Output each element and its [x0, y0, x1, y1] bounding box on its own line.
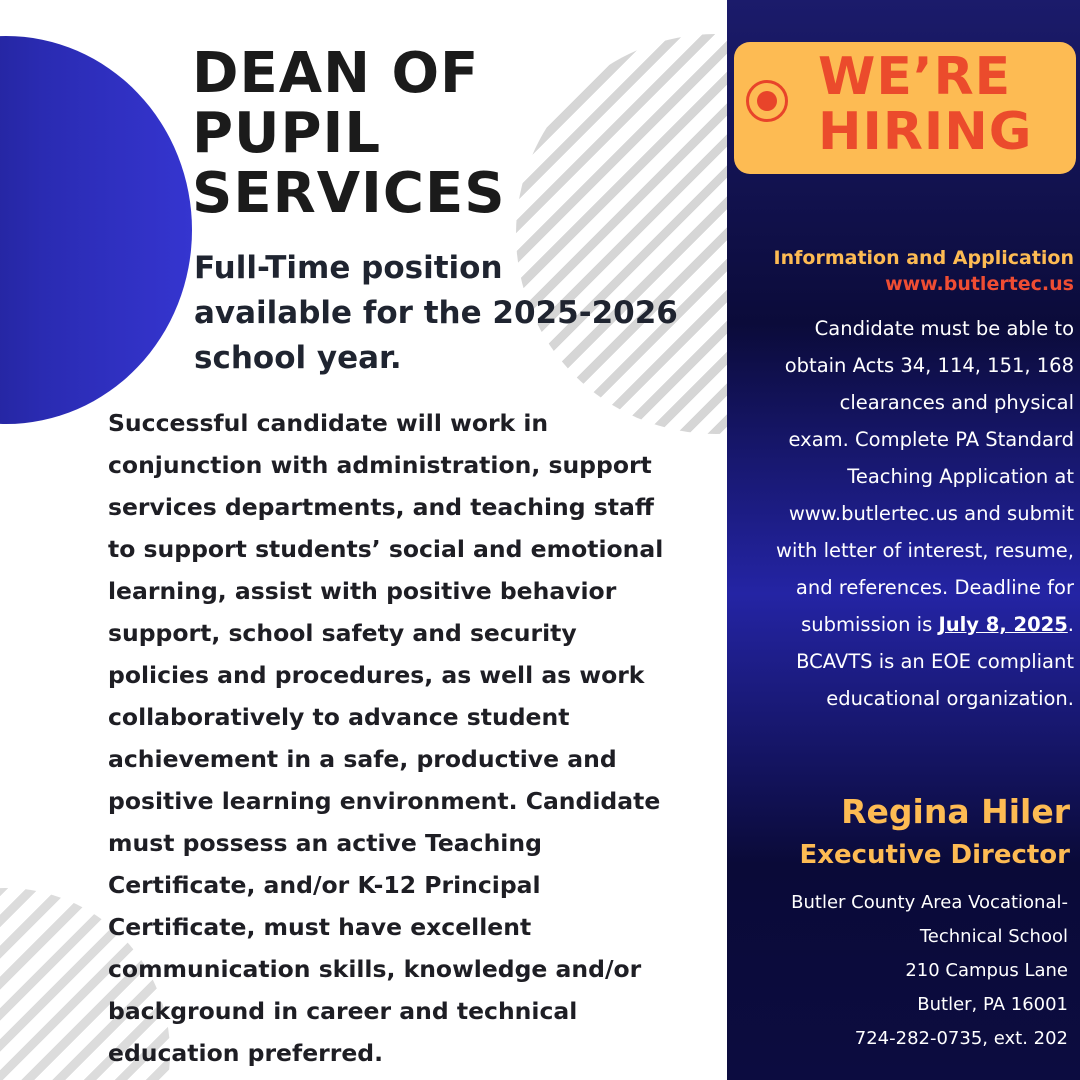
description-line: to support students’ social and emotional — [108, 535, 664, 563]
instruction-line: www.butlertec.us and submit — [788, 502, 1074, 525]
target-dot — [757, 91, 777, 111]
address-line: Butler County Area Vocational- — [791, 892, 1068, 913]
description-line: Successful candidate will work in — [108, 409, 549, 437]
job-subtitle-line: school year. — [194, 340, 402, 376]
description-line: support, school safety and security — [108, 619, 577, 647]
school-address — [738, 886, 1068, 1056]
hiring-line: WE’RE — [818, 47, 1012, 107]
address-line: 210 Campus Lane — [905, 960, 1068, 981]
hiring-line: HIRING — [818, 102, 1033, 162]
instruction-line: educational organization. — [826, 687, 1074, 710]
deadline-date: July 8, 2025 — [938, 613, 1068, 636]
job-subtitle — [194, 246, 724, 381]
description-line: policies and procedures, as well as work — [108, 661, 645, 689]
hiring-banner-text — [818, 47, 1033, 162]
description-line: communication skills, knowledge and/or — [108, 955, 642, 983]
deadline-suffix: . — [1067, 613, 1074, 636]
instruction-line: exam. Complete PA Standard — [788, 428, 1074, 451]
job-title-line: PUPIL — [192, 101, 382, 166]
director-title: Executive Director — [799, 840, 1070, 870]
instruction-line: and references. Deadline for — [795, 576, 1074, 599]
job-description — [108, 402, 723, 1074]
instruction-line: obtain Acts 34, 114, 151, 168 — [784, 354, 1074, 377]
blue-circle-decoration — [0, 36, 192, 424]
description-line: achievement in a safe, productive and — [108, 745, 617, 773]
target-icon — [746, 80, 788, 122]
job-title — [192, 41, 712, 226]
job-title-line: SERVICES — [192, 161, 506, 226]
director-name: Regina Hiler — [841, 792, 1070, 831]
instruction-line: clearances and physical — [839, 391, 1074, 414]
instruction-line: with letter of interest, resume, — [776, 539, 1074, 562]
description-line: Certificate, and/or K-12 Principal — [108, 871, 541, 899]
description-line: background in career and technical — [108, 997, 578, 1025]
address-line: Technical School — [919, 926, 1068, 947]
description-line: services departments, and teaching staff — [108, 493, 654, 521]
application-instructions — [744, 310, 1074, 717]
instruction-line: Teaching Application at — [847, 465, 1074, 488]
job-subtitle-line: available for the 2025-2026 — [194, 295, 678, 331]
job-subtitle-line: Full-Time position — [194, 250, 503, 286]
description-line: collaboratively to advance student — [108, 703, 570, 731]
info-label: Information and Application — [773, 247, 1074, 269]
application-link[interactable]: www.butlertec.us — [885, 273, 1074, 295]
instruction-line: Candidate must be able to — [814, 317, 1074, 340]
deadline-line — [744, 606, 1074, 643]
description-line: Certificate, must have excellent — [108, 913, 532, 941]
deadline-prefix: submission is — [801, 613, 939, 636]
description-line: positive learning environment. Candidate — [108, 787, 661, 815]
description-line: conjunction with administration, support — [108, 451, 652, 479]
description-line: must possess an active Teaching — [108, 829, 542, 857]
description-line: learning, assist with positive behavior — [108, 577, 617, 605]
instruction-line: BCAVTS is an EOE compliant — [796, 650, 1074, 673]
description-line: education preferred. — [108, 1039, 384, 1067]
job-title-line: DEAN OF — [192, 41, 480, 106]
address-line: Butler, PA 16001 — [917, 994, 1068, 1015]
phone-number: 724-282-0735, ext. 202 — [854, 1028, 1068, 1049]
